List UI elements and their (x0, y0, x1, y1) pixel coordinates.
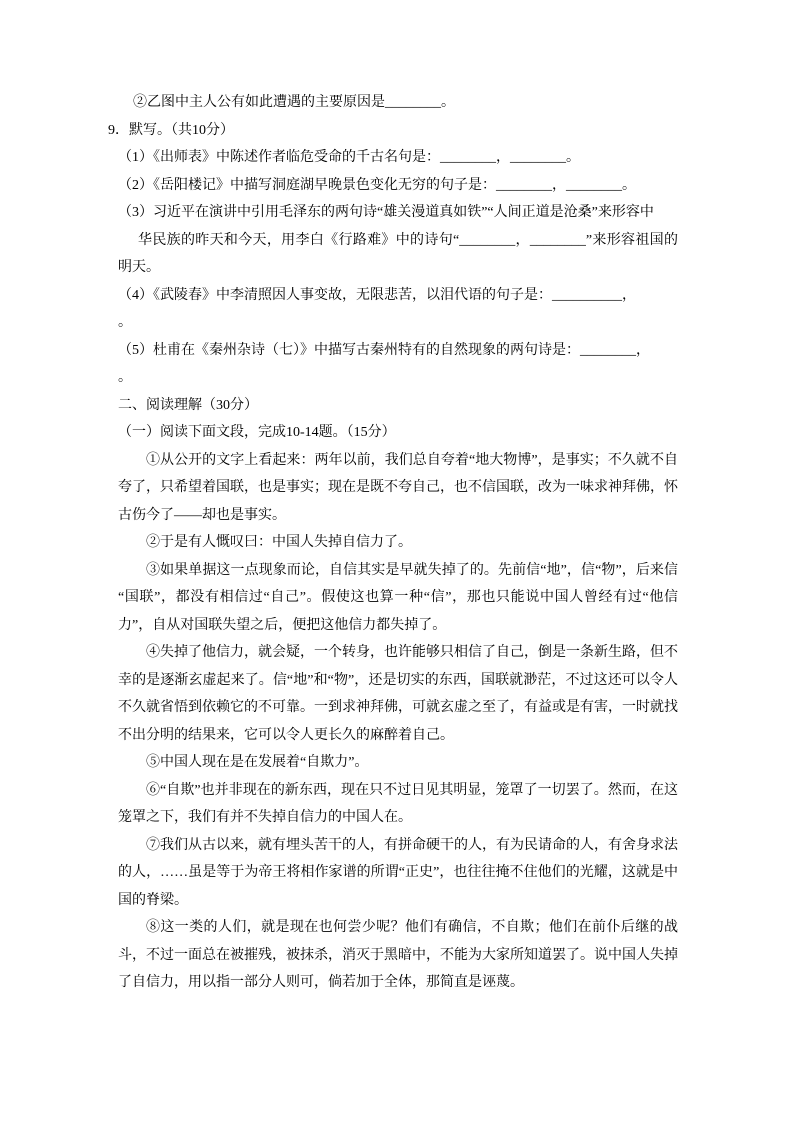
q9-item-3-part-2: 华民族的昨天和今天，用李白《行路难》中的诗句“________，________”来形容祖国的明天。 (118, 232, 678, 275)
exam-content (108, 89, 680, 997)
passage-paragraph-4: ④失掉了他信力，就会疑，一个转身，也许能够只相信了自己，倒是一条新生路，但不幸的是逐渐玄虚起来了。信“地”和“物”，还是切实的东西，国联就渺茫，不过这还可以令人不久就省悟到依赖它的不可靠。一到求神拜佛，可就玄虚之至了，有益或是有害，一时就找不出分明的结果来，它可以令人更长久的麻醉着自己。 (118, 645, 678, 743)
q9-item-4-line-2: 。 (118, 315, 132, 330)
q9-item-4-line-1: （4）《武陵春》中李清照因人事变故，无限悲苦，以泪代语的句子是：__________， (118, 287, 636, 303)
passage-paragraph-6: ⑥“自欺”也并非现在的新东西，现在只不过日见其明显，笼罩了一切罢了。然而，在这笼罩之下，我们有并不失掉自信力的中国人在。 (118, 782, 678, 825)
q9-item-1: （1）《出师表》中陈述作者临危受命的千古名句是：________，________。 (118, 150, 580, 165)
q9-item-5-line-1: （5）杜甫在《秦州杂诗（七）》中描写古秦州特有的自然现象的两句诗是：________， (118, 342, 650, 358)
q9-item-2: （2）《岳阳楼记》中描写洞庭湖早晚景色变化无穷的句子是：________，________。 (118, 177, 636, 193)
passage-paragraph-5: ⑤中国人现在是在发展着“自欺力”。 (146, 755, 369, 770)
section-2-part-1-instructions: （一）阅读下面文段，完成10-14题。（15分） (118, 425, 396, 440)
passage-paragraph-8: ⑧这一类的人们，就是现在也何尝少呢？他们有确信，不自欺；他们在前仆后继的战斗，不过一面总在被摧残，被抹杀，消灭于黑暗中，不能为大家所知道罢了。说中国人失掉了自信力，用以指一部分人则可，倘若加于全体，那简直是诬蔑。 (118, 920, 678, 990)
passage-paragraph-7: ⑦我们从古以来，就有埋头苦干的人，有拼命硬干的人，有为民请命的人，有舍身求法的人，……虽是等于为帝王将相作家谱的所谓“正史”，也往往掩不住他们的光耀，这就是中国的脊梁。 (118, 837, 678, 908)
passage-paragraph-3: ③如果单据这一点现象而论，自信其实是早就失掉了的。先前信“地”，信“物”，后来信“国联”，都没有相信过“自己”。假使这也算一种“信”，那也只能说中国人曾经有过“他信力”，自从对国联失望之后，便把这他信力都失掉了。 (118, 562, 678, 633)
question-9-header: 9．默写。（共10分） (108, 122, 234, 138)
q9-item-3-part-1: （3）习近平在演讲中引用毛泽东的两句诗“雄关漫道真如铁”“人间正道是沧桑”来形容中 (118, 205, 654, 220)
passage-paragraph-1: ①从公开的文字上看起来：两年以前，我们总自夸着“地大物博”，是事实；不久就不自夸了，只希望着国联，也是事实；现在是既不夸自己，也不信国联，改为一味求神拜佛，怀古伤今了——却也是事实。 (118, 452, 678, 523)
q9-item-5-line-2: 。 (118, 370, 132, 385)
section-2-header: 二、阅读理解（30分） (118, 397, 258, 413)
passage-paragraph-2: ②于是有人慨叹曰：中国人失掉自信力了。 (146, 535, 412, 550)
prev-question-sub2-fill-blank: ②乙图中主人公有如此遭遇的主要原因是________。 (133, 95, 455, 110)
